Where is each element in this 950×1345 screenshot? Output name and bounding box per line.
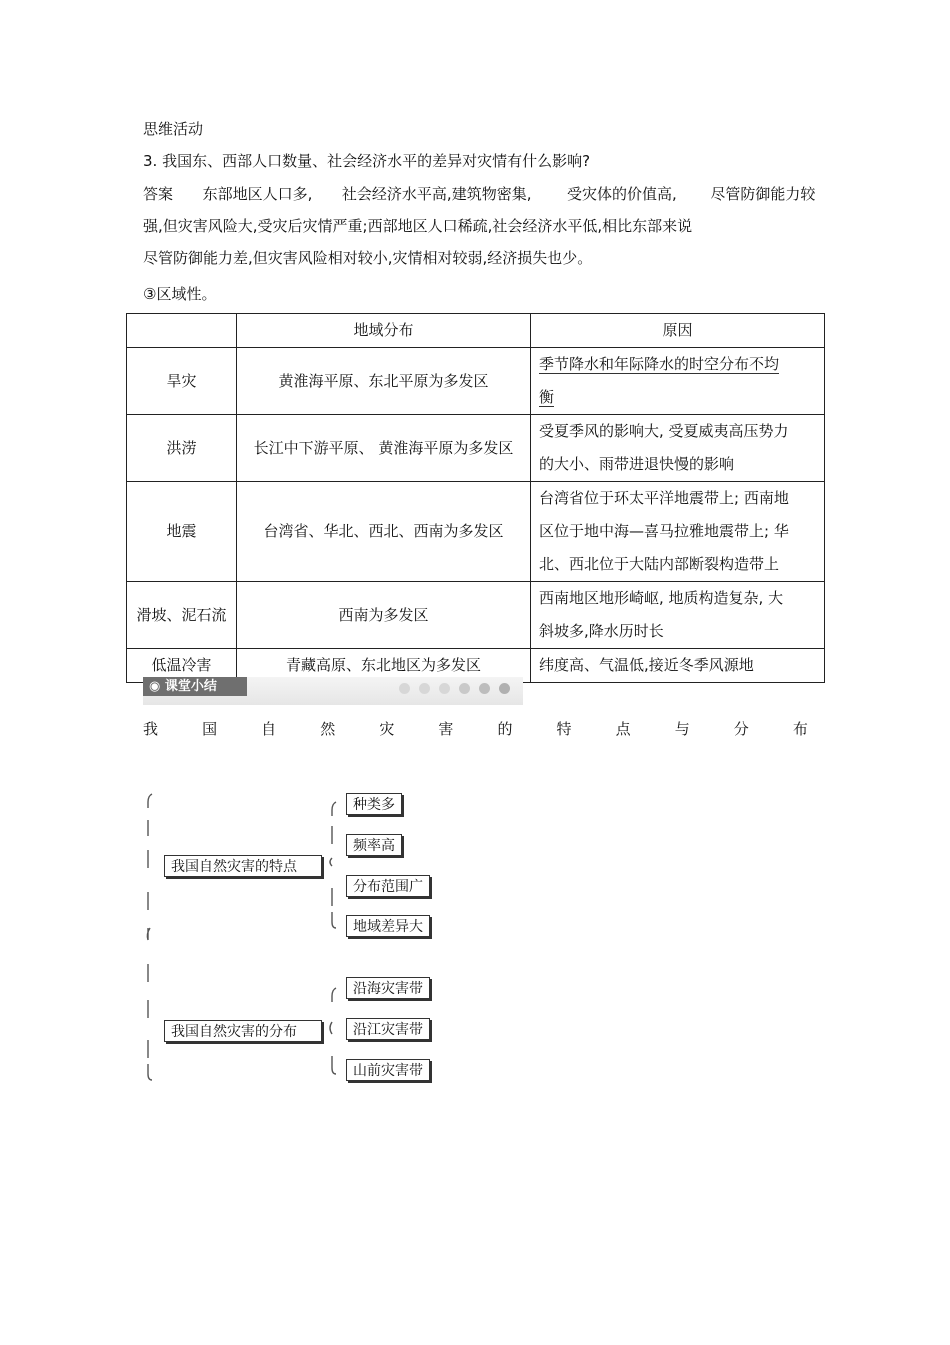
brace-segment	[332, 912, 336, 928]
title-char: 然	[320, 720, 336, 738]
reason-line: 的大小、雨带进退快慢的影响	[539, 455, 735, 473]
reason-line: 台湾省位于环太平洋地震带上; 西南地	[539, 489, 789, 507]
brace-segment	[330, 1022, 332, 1034]
distribution-cell: 台湾省、华北、西北、西南为多发区	[237, 482, 531, 582]
features-node: 我国自然灾害的特点	[164, 855, 322, 877]
title-char: 自	[261, 720, 277, 738]
summary-banner	[143, 677, 523, 705]
feature-item: 频率高	[346, 834, 402, 856]
distribution-item: 沿江灾害带	[346, 1018, 430, 1040]
table-header: 地域分布	[237, 314, 531, 348]
distribution-item: 沿海灾害带	[346, 977, 430, 999]
distribution-cell: 长江中下游平原、 黄淮海平原为多发区	[237, 415, 531, 482]
dot-icon	[439, 683, 450, 694]
summary-title	[143, 718, 808, 739]
brace-segment	[332, 988, 336, 1002]
brace-segment	[148, 794, 152, 808]
table-header: 原因	[531, 314, 825, 348]
brace-segment	[332, 802, 336, 816]
feature-item: 地域差异大	[346, 915, 430, 937]
question-text: 3. 我国东、西部人口数量、社会经济水平的差异对灾情有什么影响?	[143, 152, 591, 170]
table-header-row	[127, 314, 825, 348]
brace-segment	[148, 1064, 152, 1080]
reason-line: 斜坡多,降水历时长	[539, 622, 664, 640]
brace-segment	[332, 1056, 336, 1074]
reason-cell	[531, 482, 825, 582]
brace-segment	[147, 928, 150, 940]
reason-cell: 纬度高、气温低,接近冬季风源地	[531, 649, 825, 683]
dot-icon	[499, 683, 510, 694]
distribution-cell: 黄淮海平原、东北平原为多发区	[237, 348, 531, 415]
brace-segment	[330, 858, 332, 866]
table-header	[127, 314, 237, 348]
table-row	[127, 348, 825, 415]
feature-item: 分布范围广	[346, 875, 430, 897]
title-char: 我	[143, 720, 159, 738]
reason-cell	[531, 582, 825, 649]
distribution-node: 我国自然灾害的分布	[164, 1020, 322, 1042]
section-heading: 思维活动	[143, 120, 204, 138]
banner-dots	[399, 680, 519, 698]
distribution-cell: 青藏高原、东北地区为多发区	[237, 649, 531, 683]
answer-phrase: 东部地区人口多,	[202, 185, 313, 203]
disaster-type: 低温冷害	[127, 649, 237, 683]
title-char: 的	[497, 720, 513, 738]
answer-line: 强,但灾害风险大,受灾后灾情严重;西部地区人口稀疏,社会经济水平低,相比东部来说	[143, 217, 693, 235]
dot-icon	[399, 683, 410, 694]
table-row	[127, 415, 825, 482]
reason-line: 衡	[539, 388, 555, 406]
title-char: 灾	[379, 720, 395, 738]
title-char: 布	[792, 720, 808, 738]
title-char: 点	[615, 720, 631, 738]
disaster-type: 旱灾	[127, 348, 237, 415]
summary-banner-label: ◉ 课堂小结	[143, 677, 247, 696]
distribution-item: 山前灾害带	[346, 1059, 430, 1081]
title-char: 分	[733, 720, 749, 738]
dot-icon	[479, 683, 490, 694]
feature-item: 种类多	[346, 793, 402, 815]
answer-phrase: 尽管防御能力较	[710, 185, 816, 203]
title-char: 国	[202, 720, 218, 738]
reason-line: 北、西北位于大陆内部断裂构造带上	[539, 555, 780, 573]
title-char: 特	[556, 720, 572, 738]
item-regional: ③区域性。	[143, 285, 217, 303]
disaster-type: 地震	[127, 482, 237, 582]
dot-icon	[459, 683, 470, 694]
answer-phrase: 社会经济水平高,建筑物密集,	[341, 185, 532, 203]
answer-line: 尽管防御能力差,但灾害风险相对较小,灾情相对较弱,经济损失也少。	[143, 249, 593, 267]
reason-line: 受夏季风的影响大, 受夏威夷高压势力	[539, 422, 789, 440]
reason-line: 区位于地中海—喜马拉雅地震带上; 华	[539, 522, 789, 540]
reason-cell	[531, 415, 825, 482]
answer-phrase: 受灾体的价值高,	[567, 185, 677, 203]
reason-line: 西南地区地形崎岖, 地质构造复杂, 大	[539, 589, 784, 607]
disaster-table	[126, 313, 825, 683]
disaster-type: 滑坡、泥石流	[127, 582, 237, 649]
reason-cell	[531, 348, 825, 415]
disaster-type: 洪涝	[127, 415, 237, 482]
mindmap-braces	[140, 788, 460, 1088]
dot-icon	[419, 683, 430, 694]
table-row	[127, 482, 825, 582]
title-char: 与	[674, 720, 690, 738]
answer-label: 答案	[143, 185, 174, 203]
reason-line: 季节降水和年际降水的时空分布不均	[539, 355, 780, 373]
title-char: 害	[438, 720, 454, 738]
distribution-cell: 西南为多发区	[237, 582, 531, 649]
table-row	[127, 582, 825, 649]
